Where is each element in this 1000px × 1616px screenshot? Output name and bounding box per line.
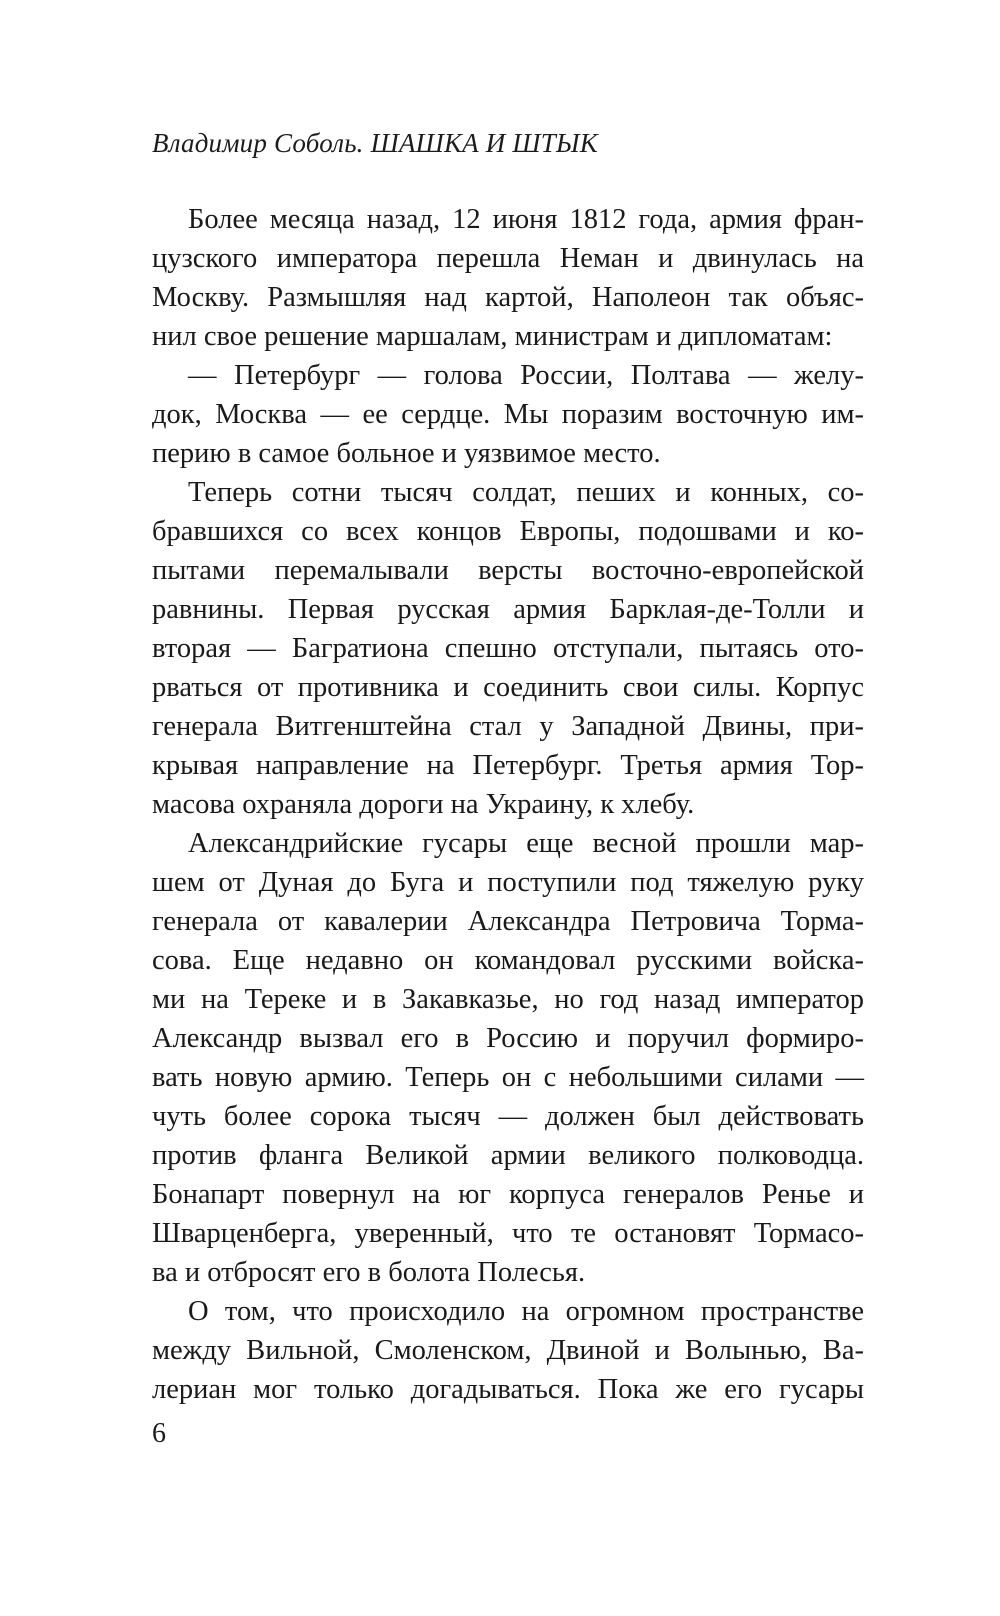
text-line: между Вильной, Смоленском, Двиной и Волынью, Ва- xyxy=(152,1335,864,1366)
page-number: 6 xyxy=(152,1418,166,1449)
text-line: против фланга Великой армии великого полководца. xyxy=(152,1140,864,1171)
body-text xyxy=(152,200,864,1409)
text-line: масова охраняла дороги на Украину, к хлебу. xyxy=(152,789,695,820)
text-line: Теперь сотни тысяч солдат, пеших и конных, со- xyxy=(188,477,864,508)
text-line: лериан мог только догадываться. Пока же его гусары xyxy=(152,1374,864,1405)
book-page xyxy=(152,0,864,1616)
text-line: нил свое решение маршалам, министрам и дипломатам: xyxy=(152,321,833,352)
text-line: О том, что происходило на огромном пространстве xyxy=(188,1296,864,1327)
text-line: чуть более сорока тысяч — должен был действовать xyxy=(152,1101,864,1132)
running-title: Владимир Соболь. ШАШКА И ШТЫК xyxy=(152,128,598,158)
text-line: вать новую армию. Теперь он с небольшими силами — xyxy=(152,1062,864,1093)
text-line: пытами перемалывали версты восточно-европейской xyxy=(152,555,864,586)
text-line: Бонапарт повернул на юг корпуса генералов Ренье и xyxy=(152,1179,864,1210)
paragraph xyxy=(152,473,864,824)
text-line: Москву. Размышляя над картой, Наполеон так объяс- xyxy=(152,282,864,313)
paragraph xyxy=(152,824,864,1292)
text-line: Шварценберга, уверенный, что те остановят Тормасо- xyxy=(152,1218,864,1249)
text-line: цузского императора перешла Неман и двинулась на xyxy=(152,243,864,274)
text-line: Александр вызвал его в Россию и поручил формиро- xyxy=(152,1023,864,1054)
text-line: сова. Еще недавно он командовал русскими войска- xyxy=(152,945,864,976)
text-line: ми на Тереке и в Закавказье, но год назад император xyxy=(152,984,864,1015)
text-line: равнины. Первая русская армия Барклая-де-Толли и xyxy=(152,594,864,625)
text-line: Александрийские гусары еще весной прошли мар- xyxy=(188,828,864,859)
text-line: генерала Витгенштейна стал у Западной Двины, при- xyxy=(152,711,864,742)
text-line: рваться от противника и соединить свои силы. Корпус xyxy=(152,672,864,703)
paragraph xyxy=(152,200,864,356)
paragraph xyxy=(152,1292,864,1409)
text-line: док, Москва — ее сердце. Мы поразим восточную им- xyxy=(152,399,864,430)
text-line: Более месяца назад, 12 июня 1812 года, армия фран- xyxy=(188,204,864,235)
text-line: ва и отбросят его в болота Полесья. xyxy=(152,1257,586,1288)
text-line: — Петербург — голова России, Полтава — желу- xyxy=(188,360,864,391)
text-line: вторая — Багратиона спешно отступали, пытаясь ото- xyxy=(152,633,864,664)
text-line: генерала от кавалерии Александра Петровича Торма- xyxy=(152,906,864,937)
text-line: шем от Дуная до Буга и поступили под тяжелую руку xyxy=(152,867,864,898)
text-line: перию в самое больное и уязвимое место. xyxy=(152,438,661,469)
text-line: крывая направление на Петербург. Третья армия Тор- xyxy=(152,750,864,781)
text-line: бравшихся со всех концов Европы, подошвами и ко- xyxy=(152,516,864,547)
paragraph xyxy=(152,356,864,473)
